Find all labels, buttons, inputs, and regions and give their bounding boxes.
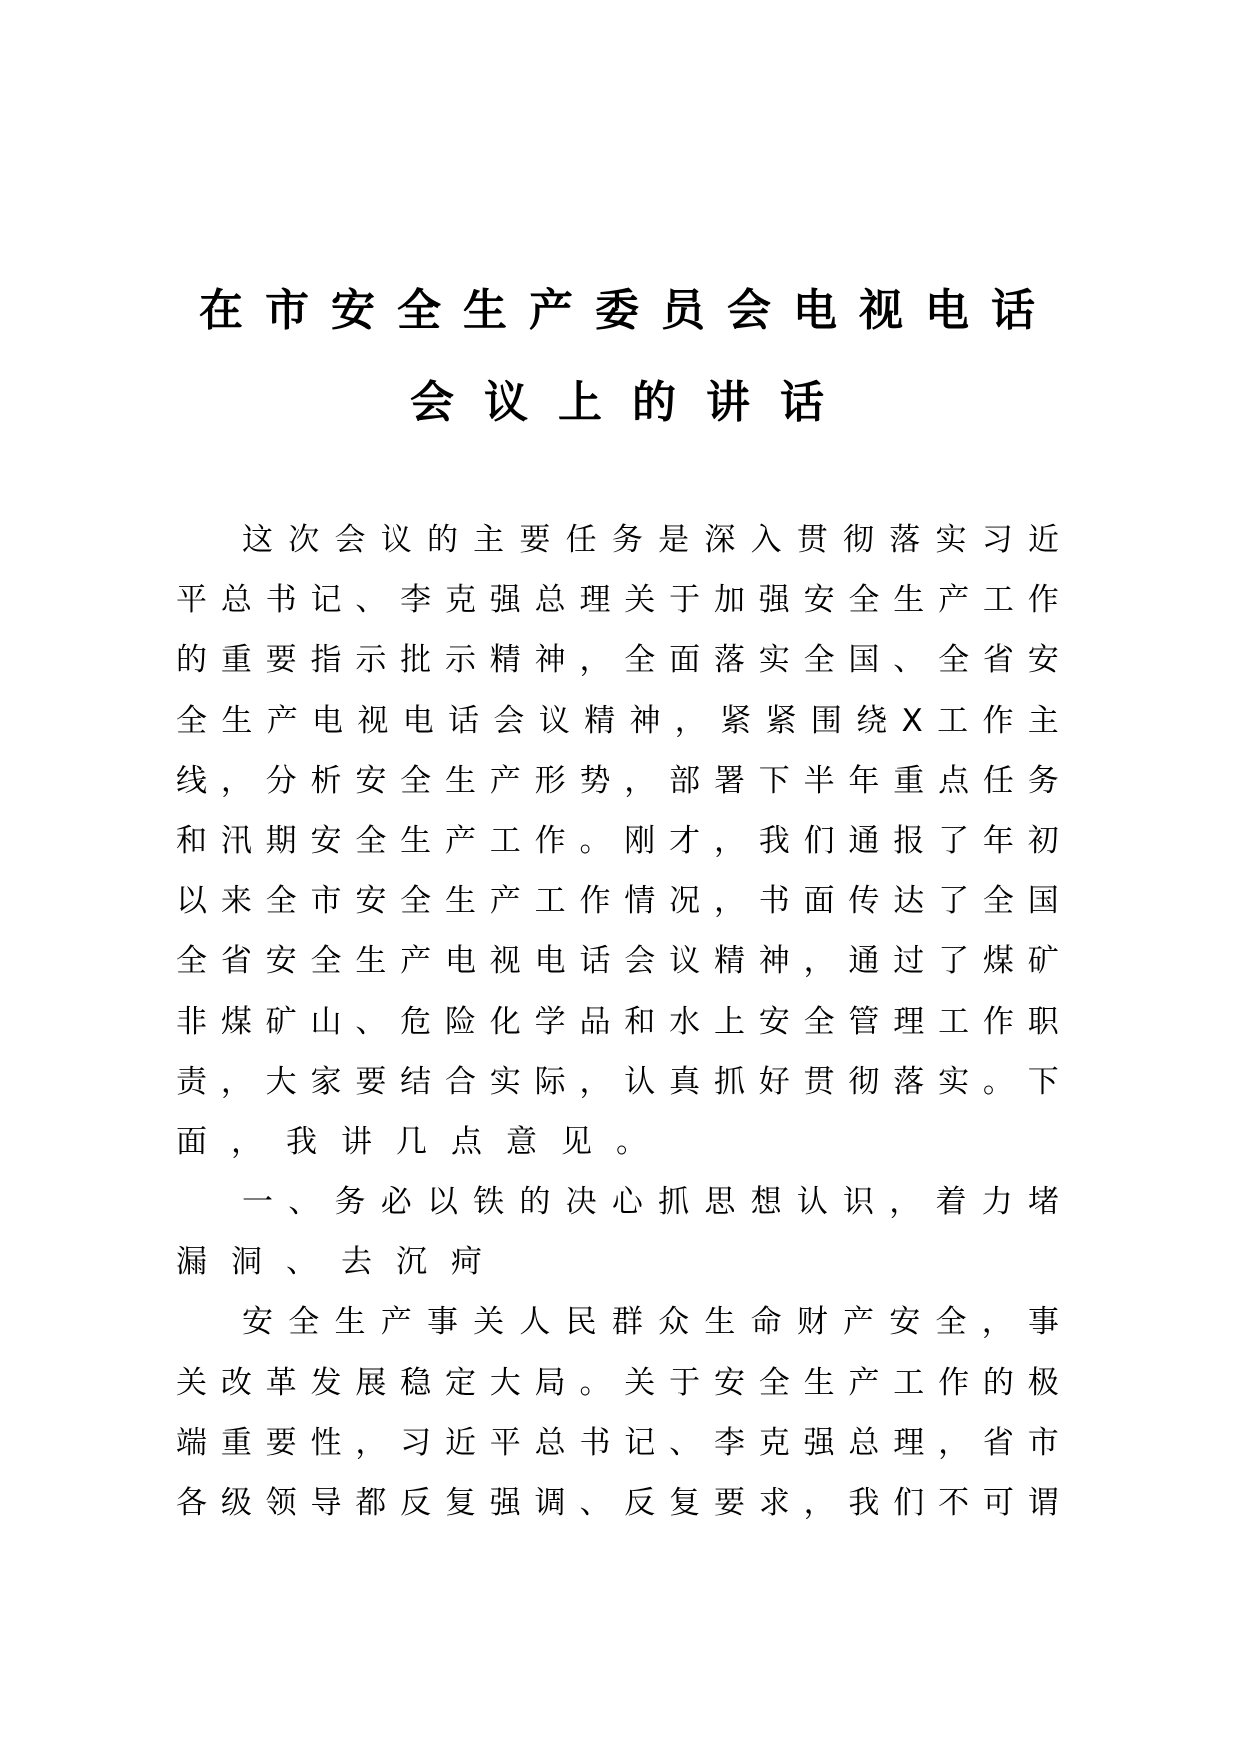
body-line: 线 ， 分 析 安 全 生 产 形 势 ， 部 署 下 半 年 重 点 任 务 bbox=[176, 762, 1059, 799]
document-body bbox=[176, 510, 1059, 1533]
body-line: 端 重 要 性 ， 习 近 平 总 书 记 、 李 克 强 总 理 ， 省 市 bbox=[176, 1424, 1059, 1461]
body-line: 安 全 生 产 事 关 人 民 群 众 生 命 财 产 安 全 ， 事 bbox=[242, 1304, 1059, 1341]
body-line: 这 次 会 议 的 主 要 任 务 是 深 入 贯 彻 落 实 习 近 bbox=[242, 522, 1059, 558]
body-line: 的 重 要 指 示 批 示 精 神 ， 全 面 落 实 全 国 、 全 省 安 bbox=[176, 642, 1059, 679]
title-line-1: 在市安全生产委员会电视电话 bbox=[199, 285, 1057, 336]
body-line: 和 汛 期 安 全 生 产 工 作 。 刚 才 ， 我 们 通 报 了 年 初 bbox=[176, 822, 1059, 859]
body-line: 漏洞、去沉疴 bbox=[176, 1244, 506, 1281]
body-line: 以 来 全 市 安 全 生 产 工 作 情 况 ， 书 面 传 达 了 全 国 bbox=[176, 883, 1059, 920]
body-line: 全 省 安 全 生 产 电 视 电 话 会 议 精 神 ， 通 过 了 煤 矿 bbox=[176, 943, 1059, 980]
document-title bbox=[0, 265, 1234, 449]
body-line: 全 生 产 电 视 电 话 会 议 精 神 ， 紧 紧 围 绕 X 工 作 主 bbox=[176, 702, 1059, 739]
body-line: 面，我讲几点意见。 bbox=[176, 1123, 671, 1160]
body-line: 非 煤 矿 山 、 危 险 化 学 品 和 水 上 安 全 管 理 工 作 职 bbox=[176, 1003, 1059, 1040]
body-line: 关 改 革 发 展 稳 定 大 局 。 关 于 安 全 生 产 工 作 的 极 bbox=[176, 1364, 1059, 1401]
title-line-2: 会议上的讲话 bbox=[410, 377, 854, 428]
body-line: 平 总 书 记 、 李 克 强 总 理 关 于 加 强 安 全 生 产 工 作 bbox=[176, 582, 1059, 619]
body-line: 一 、 务 必 以 铁 的 决 心 抓 思 想 认 识 ， 着 力 堵 bbox=[242, 1184, 1059, 1221]
body-line: 各 级 领 导 都 反 复 强 调 、 反 复 要 求 ， 我 们 不 可 谓 bbox=[176, 1485, 1059, 1521]
body-line: 责 ， 大 家 要 结 合 实 际 ， 认 真 抓 好 贯 彻 落 实 。 下 bbox=[176, 1063, 1059, 1100]
